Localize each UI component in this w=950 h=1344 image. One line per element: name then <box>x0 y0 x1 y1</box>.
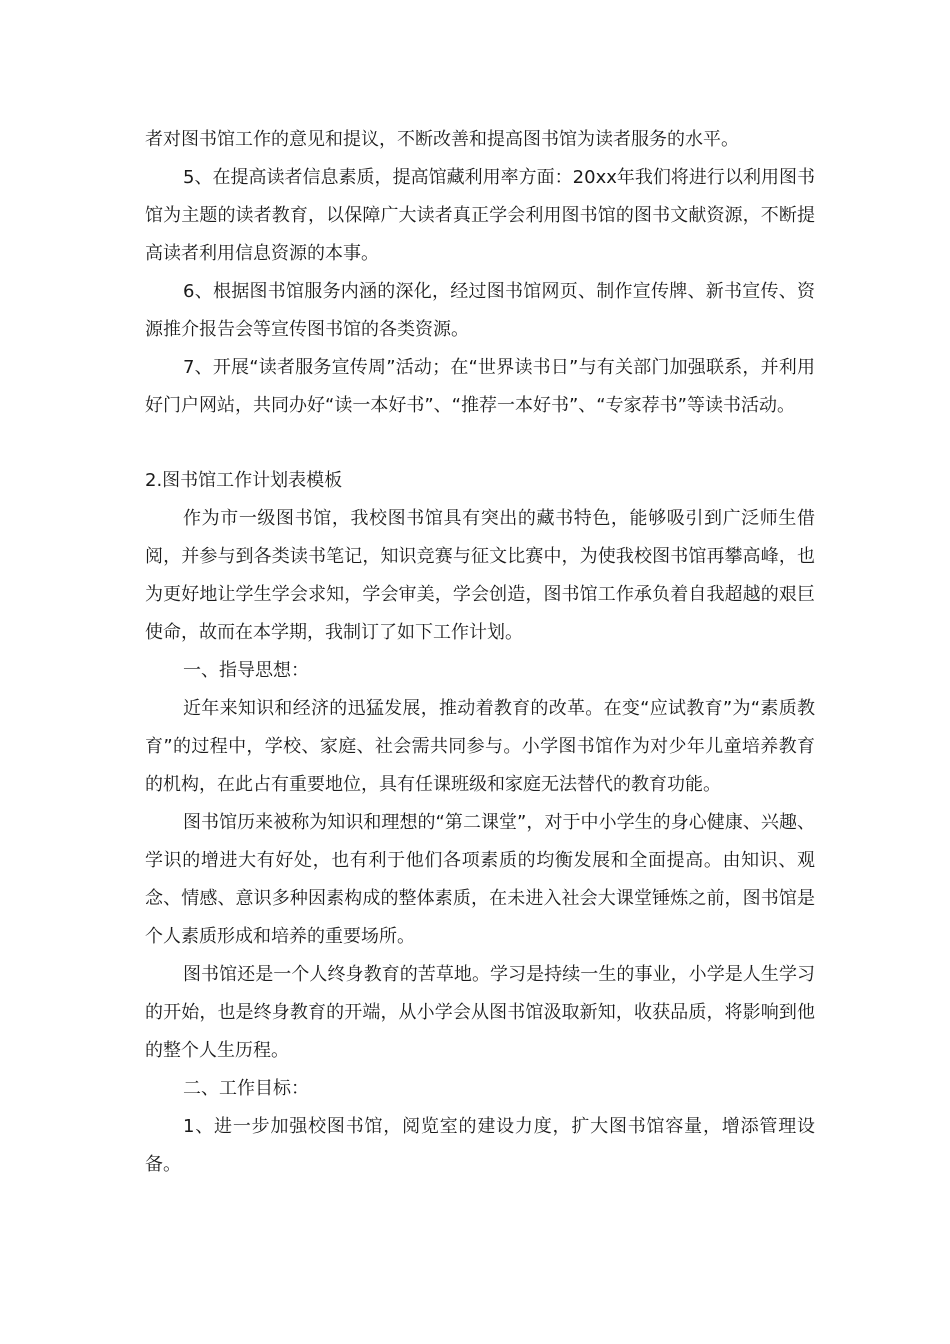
paragraph-intro: 作为市一级图书馆，我校图书馆具有突出的藏书特色，能够吸引到广泛师生借阅，并参与到各类读书笔记，知识竞赛与征文比赛中，为使我校图书馆再攀高峰，也为更好地让学生学会求知，学会审美，学会创造，图书馆工作承负着自我超越的艰巨使命，故而在本学期，我制订了如下工作计划。 <box>145 508 815 643</box>
section-heading: 2.图书馆工作计划表模板 <box>145 470 343 491</box>
document-body <box>145 121 815 1184</box>
paragraph-guiding-3: 图书馆还是一个人终身教育的苦草地。学习是持续一生的事业，小学是人生学习的开始，也是终身教育的开端，从小学会从图书馆汲取新知，收获品质，将影响到他的整个人生历程。 <box>145 964 815 1061</box>
paragraph-item-7: 7、开展“读者服务宣传周”活动；在“世界读书日”与有关部门加强联系，并利用好门户网站，共同办好“读一本好书”、“推荐一本好书”、“专家荐书”等读书活动。 <box>145 357 815 416</box>
paragraph-item-5: 5、在提高读者信息素质，提高馆藏利用率方面：20xx年我们将进行以利用图书馆为主题的读者教育，以保障广大读者真正学会利用图书馆的图书文献资源，不断提高读者利用信息资源的本事。 <box>145 167 815 264</box>
paragraph-guiding-1: 近年来知识和经济的迅猛发展，推动着教育的改革。在变“应试教育”为“素质教育”的过程中，学校、家庭、社会需共同参与。小学图书馆作为对少年儿童培养教育的机构，在此占有重要地位，具有任课班级和家庭无法替代的教育功能。 <box>145 698 815 795</box>
paragraph-guiding-2: 图书馆历来被称为知识和理想的“第二课堂”，对于中小学生的身心健康、兴趣、学识的增进大有好处，也有利于他们各项素质的均衡发展和全面提高。由知识、观念、情感、意识多种因素构成的整体素质，在未进入社会大课堂锤炼之前，图书馆是个人素质形成和培养的重要场所。 <box>145 812 815 947</box>
subheading-work-goals: 二、工作目标： <box>183 1078 309 1099</box>
subheading-guiding-idea: 一、指导思想： <box>183 660 309 681</box>
paragraph-item-6: 6、根据图书馆服务内涵的深化，经过图书馆网页、制作宣传牌、新书宣传、资源推介报告会等宣传图书馆的各类资源。 <box>145 281 815 340</box>
paragraph-goal-1: 1、进一步加强校图书馆，阅览室的建设力度，扩大图书馆容量，增添管理设备。 <box>145 1116 815 1175</box>
paragraph-continuation: 者对图书馆工作的意见和提议，不断改善和提高图书馆为读者服务的水平。 <box>145 129 739 150</box>
